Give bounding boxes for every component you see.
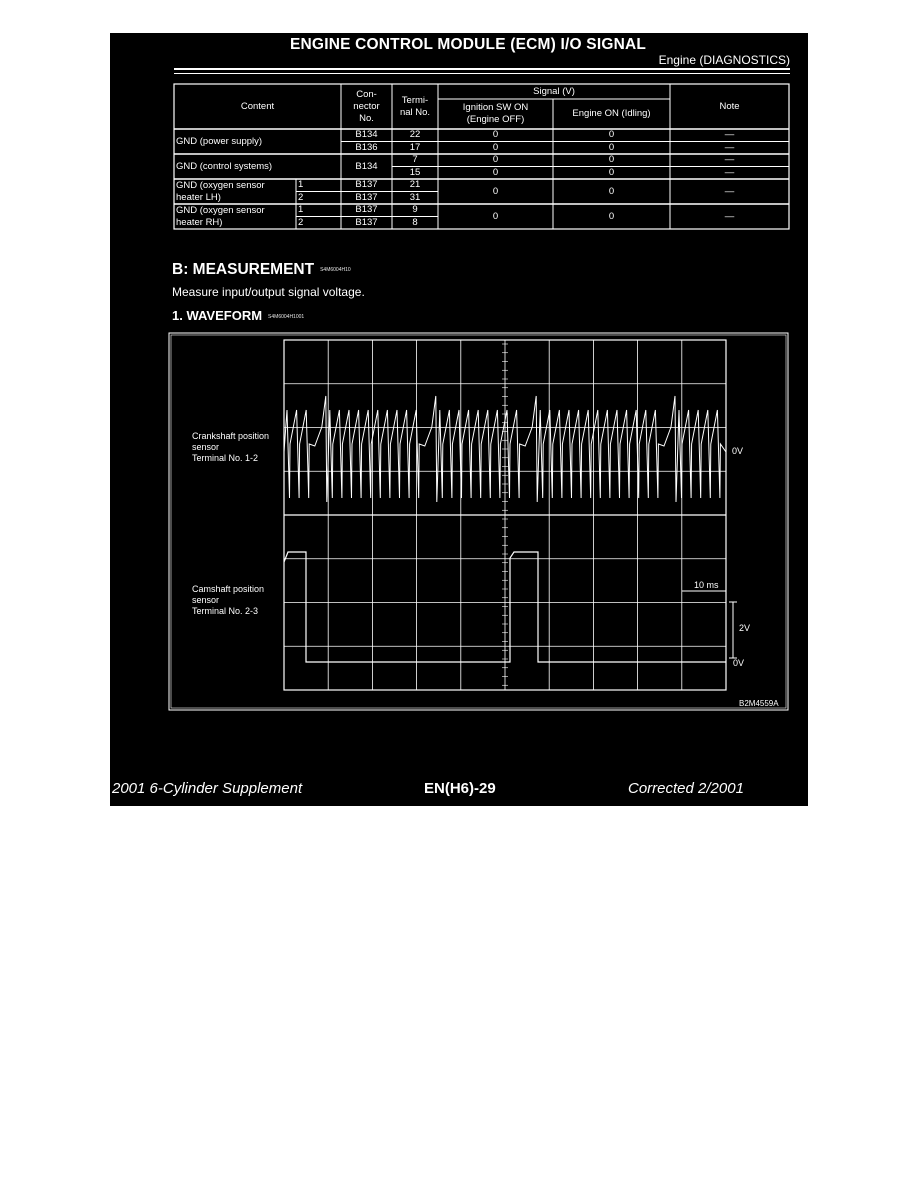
measurement-text: Measure input/output signal voltage. <box>172 285 365 299</box>
crankshaft-zero-label: 0V <box>732 446 744 456</box>
row-content: GND (power supply) <box>176 135 263 147</box>
row-idle-value: 0 <box>608 185 615 197</box>
row-idle-value: 0 <box>608 210 615 222</box>
header-content: Content <box>240 100 275 112</box>
row-ignition-value: 0 <box>492 129 499 141</box>
camshaft-zero-label: 0V <box>733 658 745 668</box>
row-idle-value: 0 <box>608 141 615 153</box>
row-idle-value: 0 <box>608 166 615 178</box>
figure-id: B2M4559A <box>739 699 779 708</box>
row-terminal: 21 <box>409 179 421 191</box>
row-connector: B137 <box>355 204 378 216</box>
row-terminal: 9 <box>412 204 418 216</box>
page-title: ENGINE CONTROL MODULE (ECM) I/O SIGNAL <box>290 36 647 53</box>
time-division-label: 10 ms <box>694 580 719 590</box>
header-engine-on: Engine ON (Idling) <box>572 108 651 119</box>
measurement-heading-code: S4M6004H10 <box>320 266 351 273</box>
row-connector: B136 <box>355 141 378 153</box>
waveform-heading-text: 1. WAVEFORM <box>172 308 263 323</box>
row-content: GND (oxygen sensor heater LH) <box>176 179 265 203</box>
row-note: — <box>724 185 735 197</box>
measurement-heading-text: B: MEASUREMENT <box>172 261 315 278</box>
row-connector: B134 <box>355 160 378 172</box>
figure-border <box>169 333 788 710</box>
row-idle-value: 0 <box>608 154 615 166</box>
row-terminal: 8 <box>412 216 418 228</box>
header-connector: Con- nector No. <box>353 88 380 124</box>
row-pin: 2 <box>298 191 304 203</box>
header-note: Note <box>719 100 740 112</box>
row-terminal: 15 <box>409 166 421 178</box>
footer-left: 2001 6-Cylinder Supplement <box>112 780 303 797</box>
waveform-heading-code: S4M6004H1001 <box>268 313 305 320</box>
row-note: — <box>724 141 735 153</box>
row-connector: B137 <box>355 191 378 203</box>
row-ignition-value: 0 <box>492 166 499 178</box>
row-ignition-value: 0 <box>492 141 499 153</box>
header-ignition: Ignition SW ON (Engine OFF) <box>462 102 529 125</box>
footer-right: Corrected 2/2001 <box>628 780 744 797</box>
waveform-figure <box>168 332 790 712</box>
row-note: — <box>724 154 735 166</box>
row-note: — <box>724 129 735 141</box>
row-idle-value: 0 <box>608 129 615 141</box>
crankshaft-label: Crankshaft position sensor Terminal No. 1-2 <box>192 431 270 463</box>
page-subtitle: Engine (DIAGNOSTICS) <box>658 53 790 67</box>
row-terminal: 7 <box>412 154 418 166</box>
row-ignition-value: 0 <box>492 185 499 197</box>
row-connector: B137 <box>355 179 378 191</box>
header-terminal: Termi- nal No. <box>399 94 431 118</box>
figure-border-inner <box>171 335 786 708</box>
camshaft-label: Camshaft position sensor Terminal No. 2-3 <box>192 584 265 616</box>
row-terminal: 22 <box>409 129 421 141</box>
row-connector: B134 <box>355 129 378 141</box>
footer-page-number: EN(H6)-29 <box>424 780 496 797</box>
voltage-division-label: 2V <box>739 623 751 633</box>
manual-page <box>110 33 808 806</box>
row-pin: 1 <box>298 204 304 216</box>
row-pin: 1 <box>298 179 304 191</box>
row-content: GND (oxygen sensor heater RH) <box>176 204 265 228</box>
row-ignition-value: 0 <box>492 154 499 166</box>
row-terminal: 17 <box>409 141 421 153</box>
row-connector: B137 <box>355 216 378 228</box>
row-pin: 2 <box>298 216 304 228</box>
header-signal: Signal (V) <box>533 85 575 97</box>
row-content: GND (control systems) <box>176 160 273 172</box>
row-note: — <box>724 210 735 222</box>
waveform-heading <box>172 308 304 323</box>
measurement-heading <box>172 261 351 279</box>
oscilloscope-diagram <box>168 332 790 712</box>
row-ignition-value: 0 <box>492 210 499 222</box>
row-note: — <box>724 166 735 178</box>
row-terminal: 31 <box>409 191 421 203</box>
